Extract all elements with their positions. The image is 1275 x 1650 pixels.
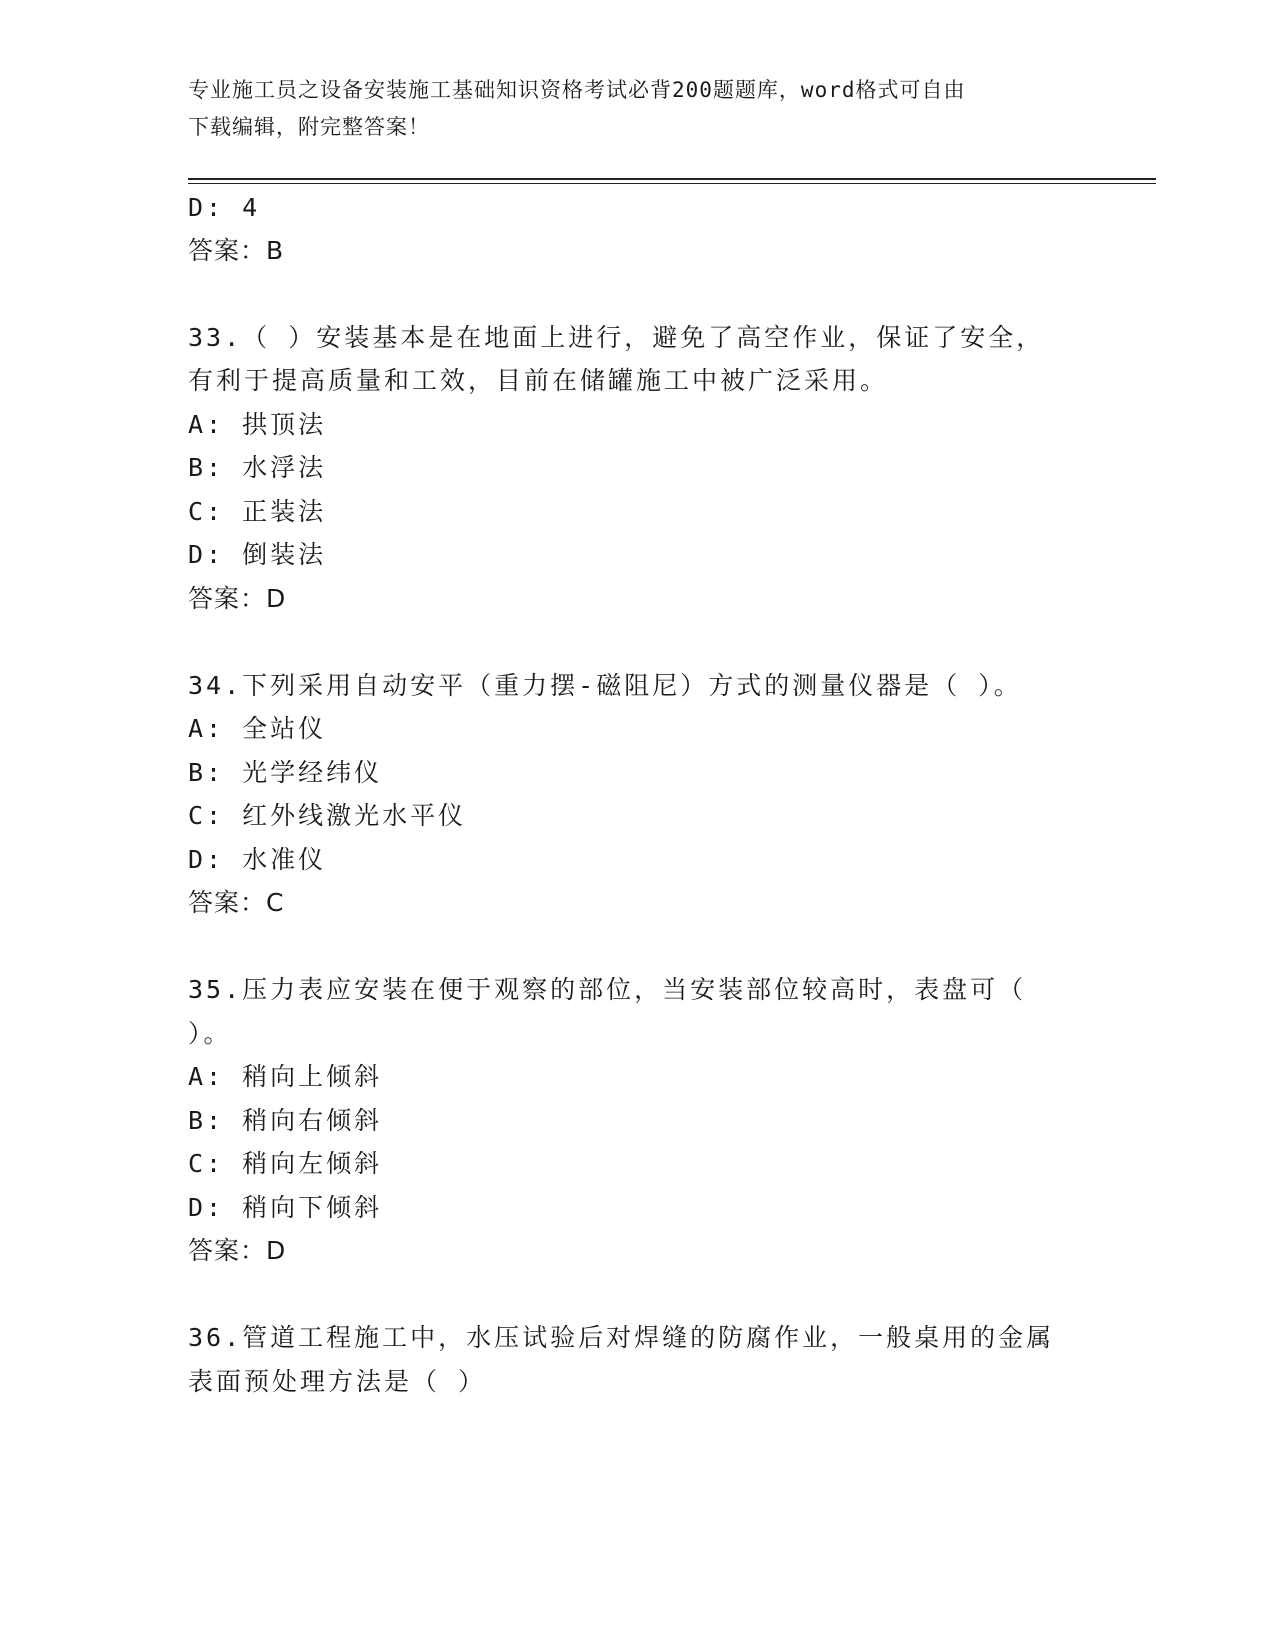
header-line-1: 专业施工员之设备安装施工基础知识资格考试必背200题题库，word格式可自由 [188,78,966,102]
q34-option-d: D: 水准仪 [188,845,327,874]
q35-option-d: D: 稍向下倾斜 [188,1193,383,1222]
q35-option-a: A: 稍向上倾斜 [188,1062,383,1091]
q33-stem-line-2: 有利于提高质量和工效，目前在储罐施工中被广泛采用。 [188,366,889,395]
q33-option-c: C: 正装法 [188,497,327,526]
q35-stem-line-2: ）。 [188,1019,232,1048]
q33-option-b: B: 水浮法 [188,453,327,482]
q33-answer: 答案：D [188,584,287,613]
q36-stem-line-1: 36.管道工程施工中，水压试验后对焊缝的防腐作业，一般桌用的金属 [188,1323,1055,1352]
header-divider [188,178,1156,180]
q34-answer: 答案：C [188,888,285,917]
document-header [188,72,1068,146]
q35-stem-line-1: 35.压力表应安装在便于观察的部位，当安装部位较高时，表盘可（ [188,975,1027,1004]
q36-stem-line-2: 表面预处理方法是（ ） [188,1367,487,1396]
header-divider-thin [188,183,1156,184]
q33-option-d: D: 倒装法 [188,540,327,569]
prev-option-d: D: 4 [188,193,261,222]
q35-option-b: B: 稍向右倾斜 [188,1106,383,1135]
q34-option-c: C: 红外线激光水平仪 [188,801,467,830]
q34-option-a: A: 全站仪 [188,714,327,743]
q33-stem-line-1: 33.（ ）安装基本是在地面上进行，避免了高空作业，保证了安全， [188,323,1045,352]
q35-option-c: C: 稍向左倾斜 [188,1149,383,1178]
q34-stem-line-1: 34.下列采用自动安平（重力摆-磁阻尼）方式的测量仪器是（ ）。 [188,671,1022,700]
prev-answer: 答案：B [188,236,285,265]
q35-answer: 答案：D [188,1236,287,1265]
q33-option-a: A: 拱顶法 [188,410,327,439]
header-line-2: 下载编辑，附完整答案！ [188,115,430,139]
q34-option-b: B: 光学经纬仪 [188,758,383,787]
